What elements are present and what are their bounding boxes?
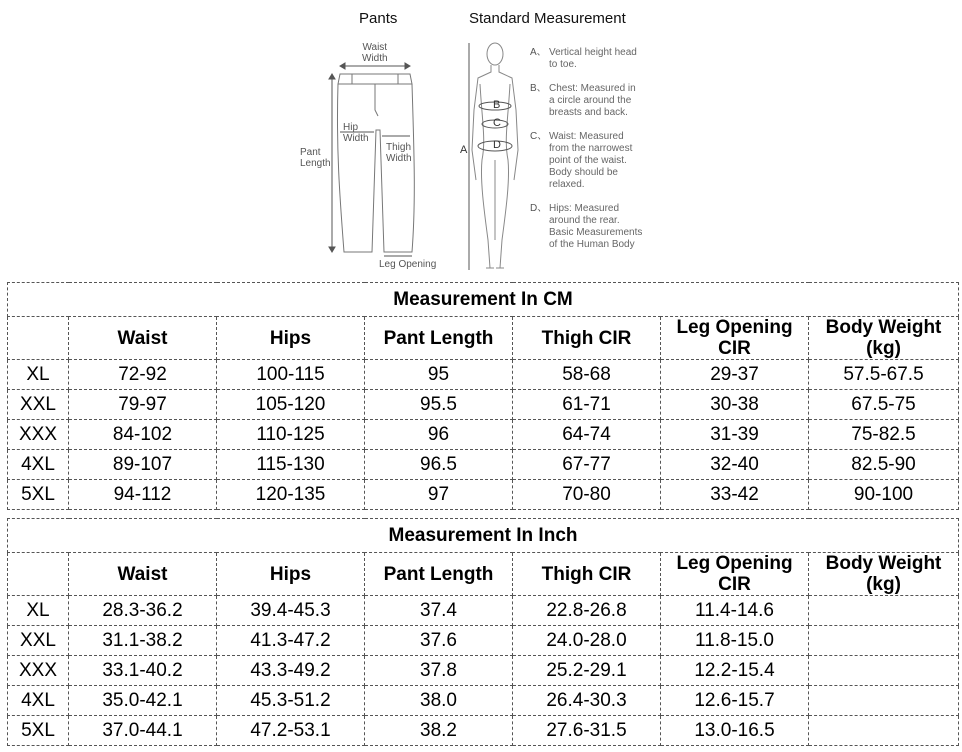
table-row (8, 656, 959, 686)
leg-opening-label: Leg Opening (379, 259, 437, 270)
cell-hips: 100-115 (217, 360, 365, 390)
cell-body-weight (809, 626, 959, 656)
header-body-weight: Body Weight (kg) (809, 317, 959, 360)
cell-waist: 94-112 (69, 480, 217, 510)
header-waist: Waist (69, 553, 217, 596)
pants-title: Pants (359, 10, 398, 27)
header-pant-length: Pant Length (365, 553, 513, 596)
cell-body-weight: 82.5-90 (809, 450, 959, 480)
body-letter-c: C (493, 117, 501, 129)
table-row (8, 716, 959, 746)
measurement-diagram (0, 0, 962, 280)
cell-leg-opening-cir: 11.4-14.6 (661, 596, 809, 626)
cell-leg-opening-cir: 12.2-15.4 (661, 656, 809, 686)
note-a (530, 47, 637, 71)
waist-width-label: Waist Width (362, 42, 388, 64)
cell-waist: 72-92 (69, 360, 217, 390)
cell-thigh-cir: 26.4-30.3 (513, 686, 661, 716)
table-row (8, 686, 959, 716)
cell-size: XXL (8, 626, 69, 656)
hip-width-label: Hip Width (343, 122, 369, 144)
header-leg-opening-cir: Leg Opening CIR (661, 553, 809, 596)
note-c-text: Waist: Measured from the narrowest point of the waist. Body should be relaxed. (549, 131, 633, 190)
cell-leg-opening-cir: 30-38 (661, 390, 809, 420)
table-row (8, 626, 959, 656)
inch-table-title: Measurement In Inch (8, 519, 959, 553)
cell-thigh-cir: 67-77 (513, 450, 661, 480)
note-b-text: Chest: Measured in a circle around the breasts and back. (549, 83, 636, 118)
cell-leg-opening-cir: 33-42 (661, 480, 809, 510)
table-row (8, 360, 959, 390)
note-c-label: C、 (530, 131, 548, 142)
cell-thigh-cir: 58-68 (513, 360, 661, 390)
cell-waist: 79-97 (69, 390, 217, 420)
header-pant-length: Pant Length (365, 317, 513, 360)
standard-measurement-title: Standard Measurement (469, 10, 626, 27)
cell-pant-length: 37.6 (365, 626, 513, 656)
cell-pant-length: 97 (365, 480, 513, 510)
cell-size: 5XL (8, 480, 69, 510)
note-d-text: Hips: Measured around the rear. Basic Measurements of the Human Body (549, 203, 643, 250)
pant-length-label: Pant Length (300, 147, 331, 169)
cell-size: 4XL (8, 450, 69, 480)
cell-hips: 47.2-53.1 (217, 716, 365, 746)
cm-table-title: Measurement In CM (8, 283, 959, 317)
note-d (530, 203, 643, 251)
cell-size: XL (8, 596, 69, 626)
cell-hips: 43.3-49.2 (217, 656, 365, 686)
cell-body-weight: 90-100 (809, 480, 959, 510)
table-row (8, 450, 959, 480)
cell-thigh-cir: 61-71 (513, 390, 661, 420)
cell-hips: 110-125 (217, 420, 365, 450)
cell-waist: 33.1-40.2 (69, 656, 217, 686)
cell-hips: 120-135 (217, 480, 365, 510)
cell-hips: 39.4-45.3 (217, 596, 365, 626)
header-size (8, 553, 69, 596)
cell-size: XXX (8, 420, 69, 450)
note-c (530, 131, 633, 191)
cell-leg-opening-cir: 31-39 (661, 420, 809, 450)
table-row (8, 390, 959, 420)
cell-leg-opening-cir: 29-37 (661, 360, 809, 390)
cell-body-weight (809, 656, 959, 686)
cell-body-weight (809, 596, 959, 626)
cell-leg-opening-cir: 32-40 (661, 450, 809, 480)
cell-size: XXX (8, 656, 69, 686)
note-b-label: B、 (530, 83, 547, 94)
cell-thigh-cir: 64-74 (513, 420, 661, 450)
cell-waist: 89-107 (69, 450, 217, 480)
header-body-weight: Body Weight (kg) (809, 553, 959, 596)
cell-pant-length: 37.4 (365, 596, 513, 626)
header-thigh-cir: Thigh CIR (513, 317, 661, 360)
cell-pant-length: 95.5 (365, 390, 513, 420)
cell-body-weight (809, 686, 959, 716)
body-letter-b: B (493, 99, 501, 111)
cm-header-row (8, 317, 959, 360)
cell-thigh-cir: 24.0-28.0 (513, 626, 661, 656)
note-b (530, 83, 636, 119)
cell-size: 5XL (8, 716, 69, 746)
cell-waist: 84-102 (69, 420, 217, 450)
note-d-label: D、 (530, 203, 548, 214)
cell-size: 4XL (8, 686, 69, 716)
cell-thigh-cir: 27.6-31.5 (513, 716, 661, 746)
cell-hips: 45.3-51.2 (217, 686, 365, 716)
cell-body-weight: 57.5-67.5 (809, 360, 959, 390)
header-waist: Waist (69, 317, 217, 360)
inch-header-row (8, 553, 959, 596)
cell-body-weight: 67.5-75 (809, 390, 959, 420)
cell-pant-length: 96.5 (365, 450, 513, 480)
header-thigh-cir: Thigh CIR (513, 553, 661, 596)
cell-thigh-cir: 70-80 (513, 480, 661, 510)
cell-leg-opening-cir: 12.6-15.7 (661, 686, 809, 716)
cell-hips: 115-130 (217, 450, 365, 480)
header-hips: Hips (217, 317, 365, 360)
cell-body-weight: 75-82.5 (809, 420, 959, 450)
cell-pant-length: 38.2 (365, 716, 513, 746)
cell-size: XXL (8, 390, 69, 420)
thigh-width-label: Thigh Width (386, 142, 412, 164)
cell-waist: 28.3-36.2 (69, 596, 217, 626)
cell-pant-length: 96 (365, 420, 513, 450)
note-a-label: A、 (530, 47, 547, 58)
table-row (8, 480, 959, 510)
cell-hips: 105-120 (217, 390, 365, 420)
header-leg-opening-cir: Leg Opening CIR (661, 317, 809, 360)
cell-body-weight (809, 716, 959, 746)
body-letter-a: A (460, 144, 468, 156)
cell-leg-opening-cir: 13.0-16.5 (661, 716, 809, 746)
header-size (8, 317, 69, 360)
body-letter-d: D (493, 139, 501, 151)
cell-leg-opening-cir: 11.8-15.0 (661, 626, 809, 656)
header-hips: Hips (217, 553, 365, 596)
cell-pant-length: 95 (365, 360, 513, 390)
cell-pant-length: 38.0 (365, 686, 513, 716)
cell-size: XL (8, 360, 69, 390)
cell-thigh-cir: 22.8-26.8 (513, 596, 661, 626)
note-a-text: Vertical height head to toe. (549, 47, 637, 70)
cell-hips: 41.3-47.2 (217, 626, 365, 656)
body-figure-illustration (466, 40, 528, 275)
inch-size-table (7, 518, 959, 746)
cell-pant-length: 37.8 (365, 656, 513, 686)
cell-waist: 31.1-38.2 (69, 626, 217, 656)
cell-waist: 35.0-42.1 (69, 686, 217, 716)
cm-size-table (7, 282, 959, 510)
table-row (8, 596, 959, 626)
table-row (8, 420, 959, 450)
cell-waist: 37.0-44.1 (69, 716, 217, 746)
cell-thigh-cir: 25.2-29.1 (513, 656, 661, 686)
